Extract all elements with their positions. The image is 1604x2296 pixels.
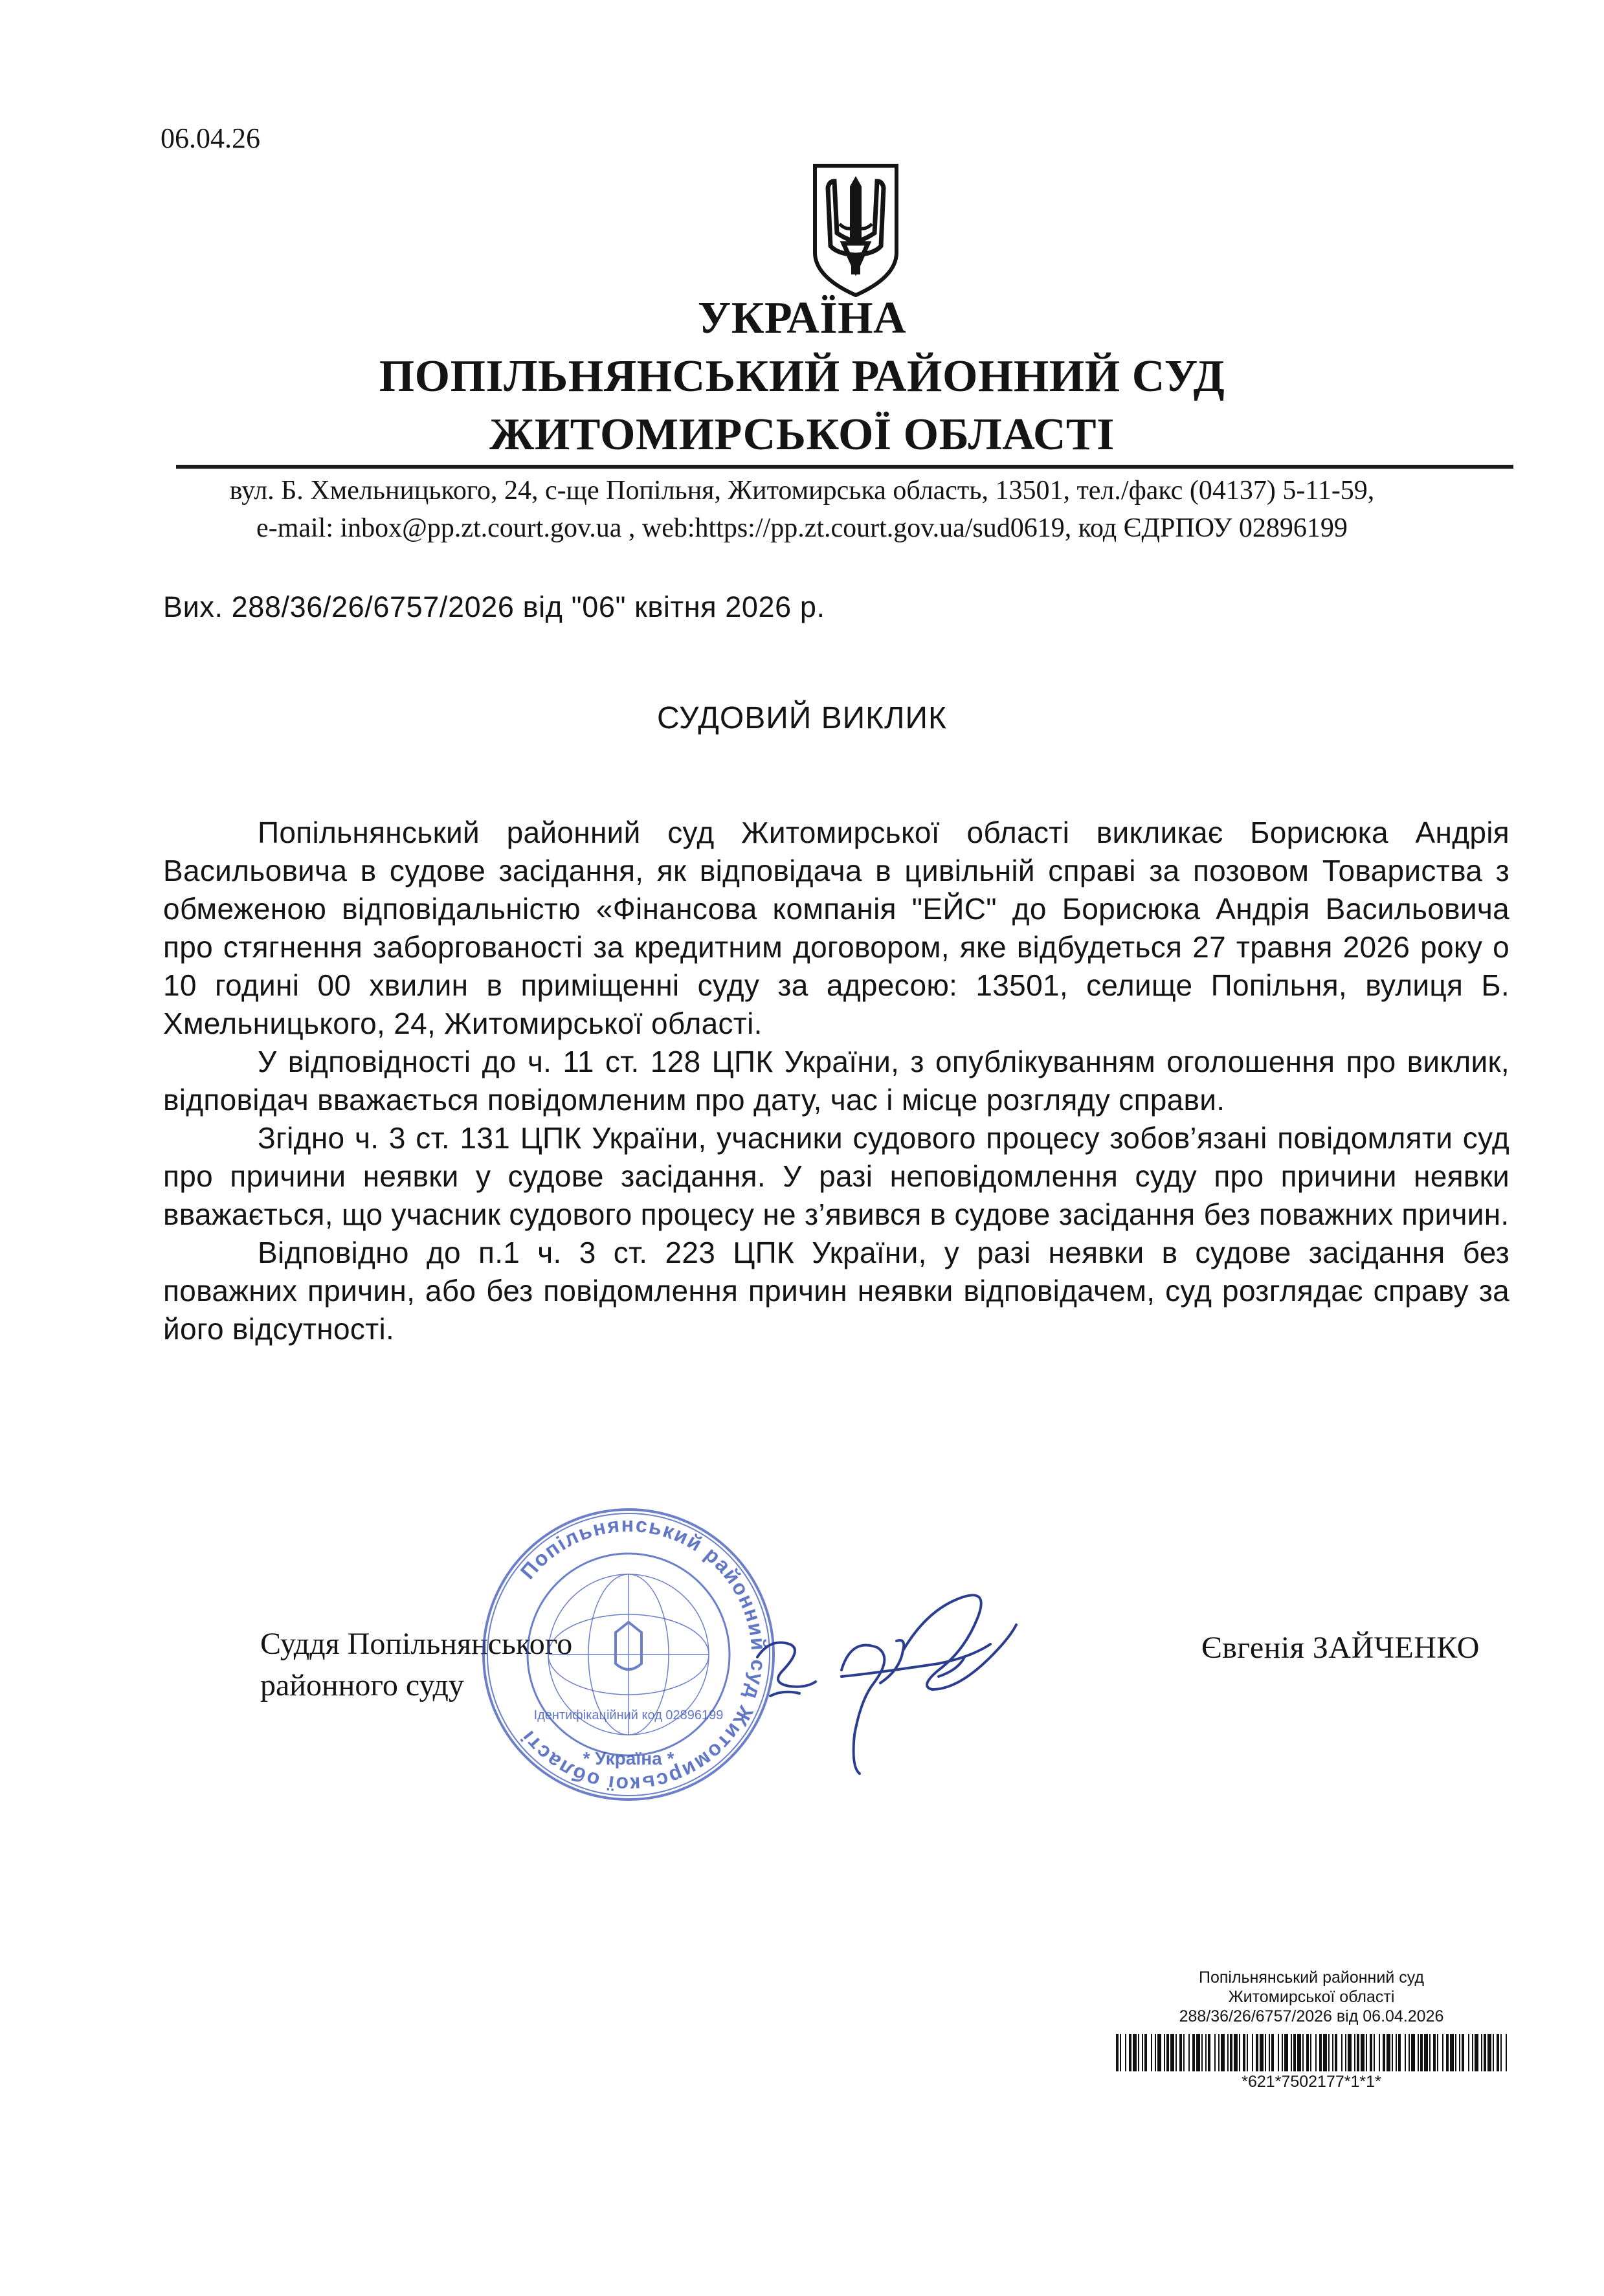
barcode-bar bbox=[1164, 2034, 1165, 2071]
barcode-bar bbox=[1481, 2034, 1482, 2071]
barcode-bar bbox=[1260, 2034, 1264, 2071]
document-title: СУДОВИЙ ВИКЛИК bbox=[656, 701, 948, 735]
barcode-bar bbox=[1392, 2034, 1393, 2071]
barcode-bar bbox=[1424, 2034, 1428, 2071]
barcode-bar bbox=[1151, 2034, 1152, 2071]
barcode-bar bbox=[1374, 2034, 1375, 2071]
signatory-title-line1: Суддя Попільнянського bbox=[260, 1627, 573, 1661]
barcode-bar bbox=[1487, 2034, 1491, 2071]
barcode-bar bbox=[1455, 2034, 1456, 2071]
barcode-bar bbox=[1293, 2034, 1296, 2071]
court-contacts: e-mail: inbox@pp.zt.court.gov.ua , web:https://pp.zt.court.gov.ua/sud0619, код ЄДРПОУ 02896199 bbox=[256, 513, 1348, 543]
registration-court: Попільнянський районний суд bbox=[1199, 1968, 1424, 1987]
barcode-bar bbox=[1383, 2034, 1385, 2071]
barcode-bar bbox=[1278, 2034, 1279, 2071]
barcode-bar bbox=[1484, 2034, 1486, 2071]
barcode-bar bbox=[1138, 2034, 1139, 2071]
barcode-bar bbox=[1175, 2034, 1177, 2071]
barcode-bar bbox=[1192, 2034, 1195, 2071]
barcode-bar bbox=[1420, 2034, 1423, 2071]
barcode-bar bbox=[1354, 2034, 1355, 2071]
signatory-title-line2: районного суду bbox=[260, 1668, 464, 1702]
barcode-bar bbox=[1310, 2034, 1311, 2071]
barcode-bar bbox=[1315, 2034, 1317, 2071]
barcode-bar bbox=[1306, 2034, 1309, 2071]
barcode-bar bbox=[1179, 2034, 1182, 2071]
barcode-bar bbox=[1269, 2034, 1270, 2071]
barcode-bar bbox=[1120, 2034, 1121, 2071]
barcode-bar bbox=[1256, 2034, 1258, 2071]
stamp-outer-text: Попільнянський районний суд Житомирської області bbox=[515, 1512, 771, 1797]
barcode-bar bbox=[1442, 2034, 1443, 2071]
barcode-bar bbox=[1323, 2034, 1327, 2071]
barcode-bar bbox=[1133, 2034, 1137, 2071]
barcode-bar bbox=[1221, 2034, 1225, 2071]
barcode-bar bbox=[1284, 2034, 1288, 2071]
body-paragraph: Відповідно до п.1 ч. 3 ст. 223 ЦПК України, у разі неявки в судове засідання без поважних причин, або без повідомлення причин неявки відповідачем, суд розглядає справу за його відсутності. bbox=[163, 1236, 1509, 1346]
barcode-bar bbox=[1396, 2034, 1397, 2071]
barcode-bar bbox=[1166, 2034, 1169, 2071]
barcode-bar bbox=[1319, 2034, 1322, 2071]
barcode-bar bbox=[1437, 2034, 1438, 2071]
court-name-title: ПОПІЛЬНЯНСЬКИЙ РАЙОННИЙ СУД bbox=[379, 351, 1225, 401]
stamp-bottom-text: * Україна * bbox=[583, 1748, 674, 1768]
barcode-bar bbox=[1116, 2034, 1119, 2071]
court-region-title: ЖИТОМИРСЬКОЇ ОБЛАСТІ bbox=[489, 410, 1115, 460]
barcode-bar bbox=[1214, 2034, 1216, 2071]
barcode-bar bbox=[1405, 2034, 1406, 2071]
body-paragraph: У відповідності до ч. 11 ст. 128 ЦПК України, з опублікуванням оголошення про виклик, відповідач вважається повідомленим про дату, час і місце розгляду справи. bbox=[163, 1045, 1509, 1117]
barcode-bar bbox=[1379, 2034, 1380, 2071]
barcode-bar bbox=[1328, 2034, 1330, 2071]
barcode-bar bbox=[1468, 2034, 1469, 2071]
barcode-bar bbox=[1409, 2034, 1410, 2071]
country-title: УКРАЇНА bbox=[697, 293, 907, 343]
barcode-bar bbox=[1450, 2034, 1454, 2071]
barcode-text: *621*7502177*1*1* bbox=[1242, 2073, 1381, 2091]
barcode-bar bbox=[1387, 2034, 1390, 2071]
trident-icon bbox=[811, 162, 900, 299]
barcode-bar bbox=[1234, 2034, 1238, 2071]
barcode-bar bbox=[1493, 2034, 1494, 2071]
handwritten-signature bbox=[744, 1573, 1081, 1787]
barcode-bar bbox=[1332, 2034, 1333, 2071]
barcode-bar bbox=[1265, 2034, 1266, 2071]
barcode-bar bbox=[1506, 2034, 1507, 2071]
barcode-bar bbox=[1411, 2034, 1415, 2071]
body-paragraph: Попільнянський районний суд Житомирської області викликає Борисюка Андрія Васильовича в судове засідання, як відповідача в цивільній справі за позовом Товариства з обмеженою відповідальністю «Фінансова компанія "ЕЙС" до Борисюка Андрія Васильовича про стягнення заборгованості за кредитним договором, яке відбудеться 27 травня 2026 року о 10 годині 00 хвилин в приміщенні суду за адресою: 13501, селище Попільня, вулиця Б. Хмельницького, 24, Житомирської області. bbox=[163, 816, 1509, 1040]
barcode-bar bbox=[1475, 2034, 1478, 2071]
barcode-bar bbox=[1271, 2034, 1274, 2071]
barcode-bar bbox=[1366, 2034, 1367, 2071]
barcode-bar bbox=[1218, 2034, 1220, 2071]
barcode-bar bbox=[1282, 2034, 1283, 2071]
barcode-bar bbox=[1433, 2034, 1436, 2071]
barcode-bar bbox=[1446, 2034, 1449, 2071]
barcode-bar bbox=[1243, 2034, 1245, 2071]
seal-stamp bbox=[478, 1506, 779, 1803]
barcode-bar bbox=[1462, 2034, 1464, 2071]
registration-stamp bbox=[1111, 1968, 1512, 2026]
barcode-bar bbox=[1170, 2034, 1174, 2071]
barcode-bar bbox=[1205, 2034, 1207, 2071]
barcode-bar bbox=[1239, 2034, 1240, 2071]
barcode-bar bbox=[1500, 2034, 1502, 2071]
barcode-bar bbox=[1201, 2034, 1203, 2071]
barcode-bar bbox=[1398, 2034, 1401, 2071]
date-label: 06.04.26 bbox=[161, 122, 260, 154]
barcode-bar bbox=[1297, 2034, 1301, 2071]
barcode-bar bbox=[1348, 2034, 1352, 2071]
barcode-bar bbox=[1335, 2034, 1337, 2071]
barcode-bar bbox=[1183, 2034, 1185, 2071]
header-divider bbox=[176, 465, 1513, 469]
court-address: вул. Б. Хмельницького, 24, с-ще Попільня, Житомирська область, 13501, тел./факс (04137) 5-11-59, bbox=[229, 476, 1375, 506]
barcode bbox=[1116, 2034, 1507, 2071]
barcode-bar bbox=[1497, 2034, 1499, 2071]
barcode-bar bbox=[1142, 2034, 1143, 2071]
barcode-bar bbox=[1459, 2034, 1460, 2071]
barcode-bar bbox=[1188, 2034, 1190, 2071]
barcode-bar bbox=[1370, 2034, 1372, 2071]
stamp-code-text: Ідентифікаційний код 02896199 bbox=[533, 1708, 724, 1722]
barcode-bar bbox=[1230, 2034, 1232, 2071]
barcode-bar bbox=[1291, 2034, 1292, 2071]
barcode-bar bbox=[1247, 2034, 1248, 2071]
signatory-name: Євгенія ЗАЙЧЕНКО bbox=[1201, 1631, 1480, 1665]
barcode-bar bbox=[1341, 2034, 1342, 2071]
outgoing-number: Вих. 288/36/26/6757/2026 від "06" квітня 2026 р. bbox=[163, 590, 825, 623]
barcode-bar bbox=[1302, 2034, 1304, 2071]
barcode-bar bbox=[1345, 2034, 1346, 2071]
registration-region: Житомирської області bbox=[1228, 1988, 1395, 2006]
barcode-bar bbox=[1208, 2034, 1210, 2071]
document-body bbox=[163, 814, 1509, 1348]
barcode-bar bbox=[1252, 2034, 1253, 2071]
barcode-bar bbox=[1361, 2034, 1365, 2071]
barcode-bar bbox=[1418, 2034, 1419, 2071]
body-paragraph: Згідно ч. 3 ст. 131 ЦПК України, учасники судового процесу зобов’язані повідомляти суд про причини неявки у судове засідання. У разі неповідомлення суду про причини неявки вважається, що учасник судового процесу не з’явився в судове засідання без поважних причин. bbox=[163, 1121, 1509, 1231]
barcode-bar bbox=[1196, 2034, 1200, 2071]
barcode-bar bbox=[1125, 2034, 1126, 2071]
barcode-bar bbox=[1155, 2034, 1156, 2071]
barcode-bar bbox=[1227, 2034, 1229, 2071]
barcode-bar bbox=[1429, 2034, 1431, 2071]
barcode-bar bbox=[1357, 2034, 1359, 2071]
barcode-bar bbox=[1157, 2034, 1161, 2071]
registration-number: 288/36/26/6757/2026 від 06.04.2026 bbox=[1179, 2007, 1444, 2025]
barcode-bar bbox=[1129, 2034, 1131, 2071]
barcode-bar bbox=[1144, 2034, 1147, 2071]
barcode-bar bbox=[1472, 2034, 1473, 2071]
